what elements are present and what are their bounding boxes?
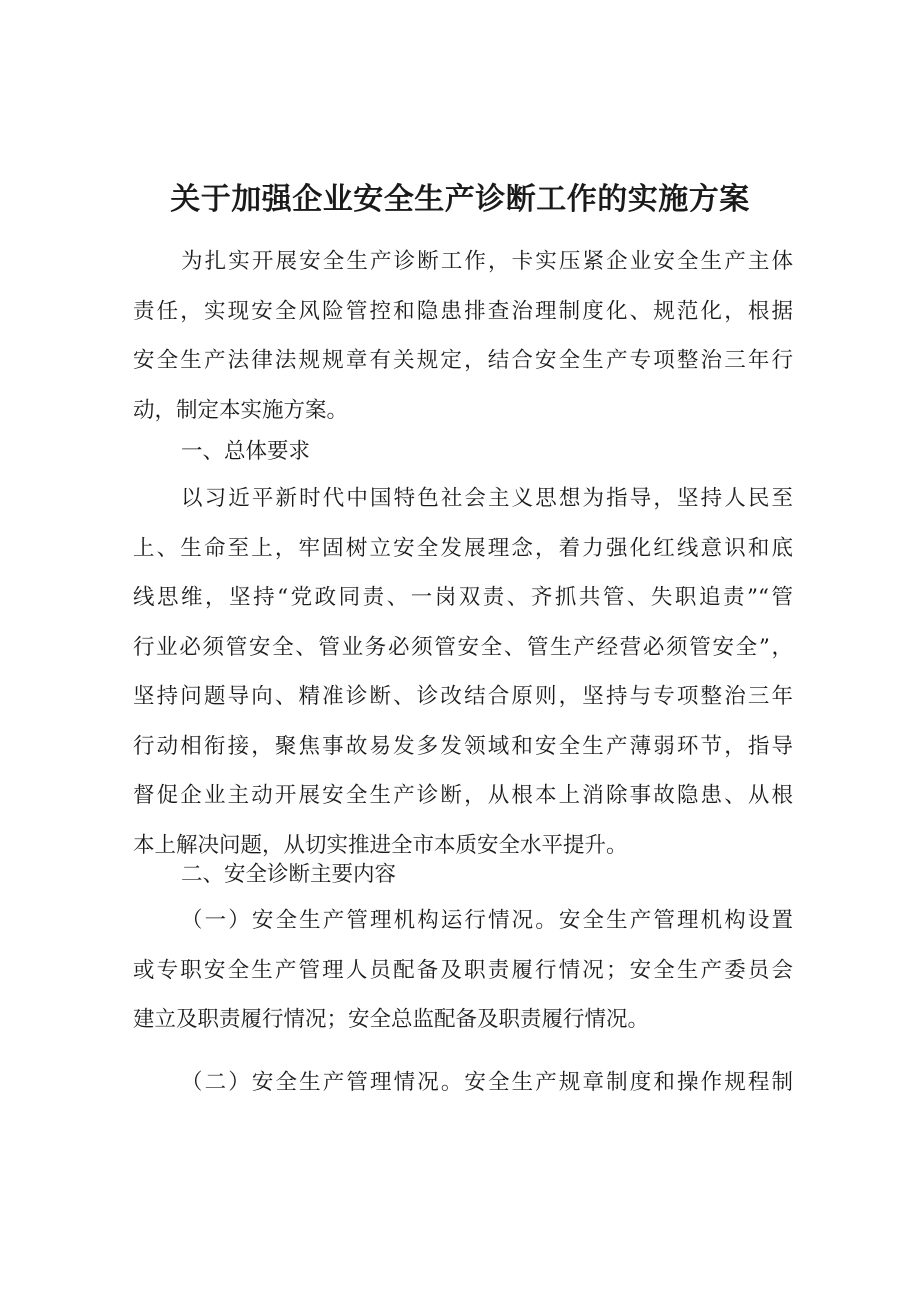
paragraph-line: （一）安全生产管理机构运行情况。安全生产管理机构设置: [181, 908, 793, 933]
item-two-paragraph: [133, 1058, 793, 1108]
paragraph-line: 行业必须管安全、管业务必须管安全、管生产经营必须管安全”，: [133, 634, 793, 660]
paragraph-line: 坚持问题导向、精准诊断、诊改结合原则，坚持与专项整治三年: [133, 684, 793, 709]
paragraph-line: 或专职安全生产管理人员配备及职责履行情况；安全生产委员会: [133, 957, 793, 983]
paragraph-line: 责任，实现安全风险管控和隐患排查治理制度化、规范化，根据: [133, 298, 793, 324]
paragraph-line: 行动相衔接，聚焦事故易发多发领域和安全生产薄弱环节，指导: [133, 733, 793, 759]
paragraph-line: 为扎实开展安全生产诊断工作，卡实压紧企业安全生产主体: [181, 249, 793, 274]
document-title: 关于加强企业安全生产诊断工作的实施方案: [170, 182, 750, 217]
paragraph-line: 线思维，坚持“党政同责、一岗双责、齐抓共管、失职追责”“管: [133, 585, 793, 610]
paragraph-line: 建立及职责履行情况；安全总监配备及职责履行情况。: [133, 1007, 650, 1032]
overall-requirements-paragraph: [133, 474, 793, 870]
paragraph-line: 安全生产法律法规规章有关规定，结合安全生产专项整治三年行: [133, 348, 793, 373]
paragraph-line: 上、生命至上，牢固树立安全发展理念，着力强化红线意识和底: [133, 535, 793, 561]
section-heading-main-content: 二、安全诊断主要内容: [181, 862, 397, 887]
paragraph-line: （二）安全生产管理情况。安全生产规章制度和操作规程制: [181, 1070, 793, 1095]
item-one-paragraph: [133, 896, 793, 1045]
paragraph-line: 督促企业主动开展安全生产诊断，从根本上消除事故隐患、从根: [133, 783, 793, 808]
section-heading-overall-requirements: 一、总体要求: [181, 439, 311, 464]
paragraph-line: 以习近平新时代中国特色社会主义思想为指导，坚持人民至: [181, 486, 793, 511]
paragraph-line: 动，制定本实施方案。: [133, 397, 349, 423]
intro-paragraph: [133, 237, 793, 435]
paragraph-line: 本上解决问题，从切实推进全市本质安全水平提升。: [133, 832, 628, 858]
